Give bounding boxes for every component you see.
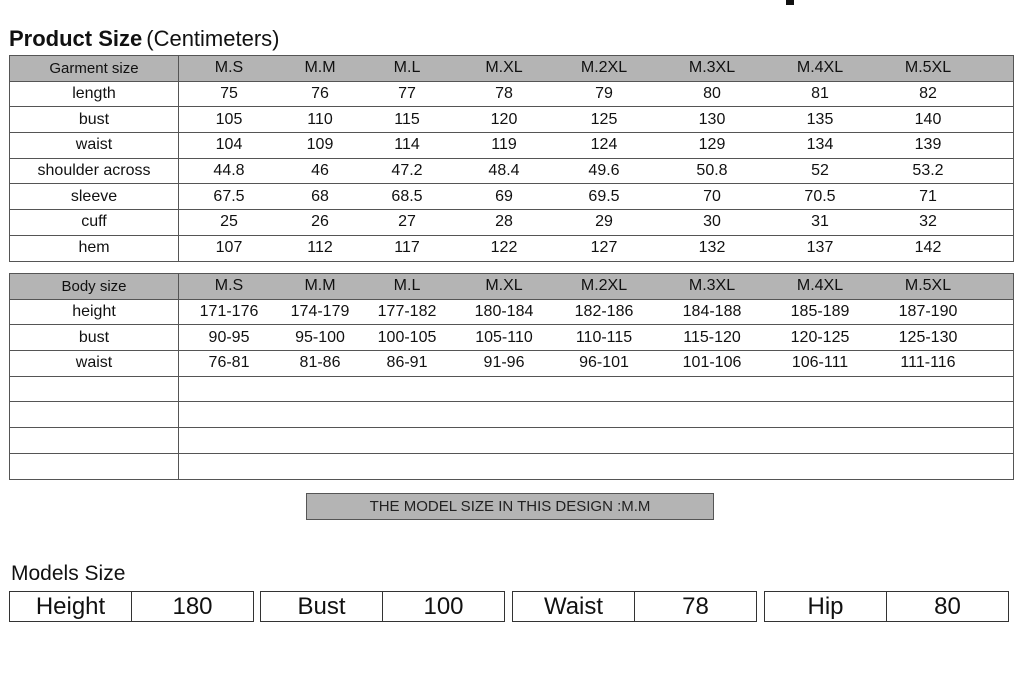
row-values <box>179 351 1014 377</box>
value-cell: 25 <box>220 213 238 231</box>
model-measure-box <box>512 591 757 622</box>
value-cell: 91-96 <box>483 354 525 372</box>
row-label: shoulder across <box>10 158 179 184</box>
value-cell: 26 <box>311 213 329 231</box>
size-header-cell: M.S <box>214 59 244 77</box>
value-cell: 86-91 <box>386 354 428 372</box>
table-row <box>10 402 1014 428</box>
size-header-cell: M.5XL <box>904 277 952 295</box>
row-label: hem <box>10 235 179 261</box>
measure-key: Bust <box>261 592 383 621</box>
value-cell: 185-189 <box>790 303 850 321</box>
value-cell: 122 <box>490 239 518 257</box>
row-values <box>179 56 1014 82</box>
garment-size-table <box>9 55 1014 262</box>
value-cell: 106-111 <box>791 354 849 372</box>
measure-value: 180 <box>172 592 213 620</box>
header-row <box>10 274 1014 300</box>
value-cell: 80 <box>703 85 721 103</box>
value-cell: 30 <box>703 213 721 231</box>
value-cell: 82 <box>919 85 937 103</box>
row-label: waist <box>10 351 179 377</box>
value-cell: 137 <box>806 239 834 257</box>
row-values <box>179 453 1014 479</box>
size-header-cell: M.5XL <box>904 59 952 77</box>
value-cell: 29 <box>595 213 613 231</box>
table-row <box>10 235 1014 261</box>
value-cell: 119 <box>491 136 517 154</box>
value-cell: 96-101 <box>579 354 629 372</box>
measure-key: Height <box>10 592 132 621</box>
row-label: cuff <box>10 210 179 236</box>
value-cell: 71 <box>919 187 937 205</box>
value-cell: 69.5 <box>588 187 620 205</box>
value-cell: 52 <box>811 162 829 180</box>
value-cell: 171-176 <box>199 303 259 321</box>
value-cell: 44.8 <box>213 162 245 180</box>
value-cell: 31 <box>811 213 829 231</box>
value-cell: 180-184 <box>474 303 534 321</box>
value-cell: 125-130 <box>898 328 958 346</box>
value-cell: 95-100 <box>295 328 345 346</box>
value-cell: 109 <box>306 136 334 154</box>
size-header-cell: M.M <box>304 59 336 77</box>
row-values <box>179 402 1014 428</box>
table-row <box>10 158 1014 184</box>
value-cell: 101-106 <box>682 354 742 372</box>
row-values <box>179 376 1014 402</box>
size-header-cell: M.L <box>393 277 421 295</box>
value-cell: 184-188 <box>682 303 742 321</box>
measure-key: Waist <box>513 592 635 621</box>
row-label <box>10 402 179 428</box>
table-row <box>10 376 1014 402</box>
value-cell: 187-190 <box>898 303 958 321</box>
value-cell: 129 <box>698 136 726 154</box>
model-size-banner: THE MODEL SIZE IN THIS DESIGN :M.M <box>306 493 714 520</box>
measure-value: 78 <box>682 592 709 620</box>
value-cell: 50.8 <box>696 162 728 180</box>
value-cell: 76-81 <box>208 354 250 372</box>
row-label <box>10 376 179 402</box>
row-label: Body size <box>10 274 179 300</box>
value-cell: 27 <box>398 213 416 231</box>
size-header-cell: M.XL <box>485 277 523 295</box>
title-unit: (Centimeters) <box>146 26 280 51</box>
row-values <box>179 235 1014 261</box>
value-cell: 107 <box>215 239 243 257</box>
size-header-cell: M.4XL <box>796 277 844 295</box>
table-row <box>10 351 1014 377</box>
row-values <box>179 325 1014 351</box>
value-cell: 135 <box>806 110 834 128</box>
value-cell: 32 <box>919 213 937 231</box>
size-header-cell: M.3XL <box>688 277 736 295</box>
value-cell: 115-120 <box>683 328 741 346</box>
value-cell: 70.5 <box>804 187 836 205</box>
value-cell: 104 <box>215 136 243 154</box>
value-cell: 79 <box>595 85 613 103</box>
row-values <box>179 184 1014 210</box>
value-cell: 110 <box>307 110 333 128</box>
table-row <box>10 299 1014 325</box>
value-cell: 90-95 <box>208 328 250 346</box>
row-values <box>179 299 1014 325</box>
row-label: height <box>10 299 179 325</box>
table-row <box>10 428 1014 454</box>
body-size-table <box>9 273 1014 480</box>
value-cell: 105 <box>215 110 243 128</box>
measure-key: Hip <box>765 592 887 621</box>
value-cell: 125 <box>590 110 618 128</box>
value-cell: 130 <box>698 110 726 128</box>
value-cell: 124 <box>590 136 618 154</box>
value-cell: 120-125 <box>790 328 850 346</box>
value-cell: 110-115 <box>575 328 633 346</box>
value-cell: 68.5 <box>391 187 423 205</box>
value-cell: 132 <box>698 239 726 257</box>
value-cell: 47.2 <box>391 162 423 180</box>
model-measure-box <box>9 591 254 622</box>
value-cell: 140 <box>914 110 942 128</box>
value-cell: 115 <box>394 110 420 128</box>
measure-value: 100 <box>423 592 464 620</box>
title-main: Product Size <box>9 26 143 51</box>
size-header-cell: M.S <box>214 277 244 295</box>
value-cell: 81 <box>811 85 829 103</box>
value-cell: 46 <box>311 162 329 180</box>
value-cell: 70 <box>703 187 721 205</box>
value-cell: 105-110 <box>475 328 533 346</box>
value-cell: 76 <box>311 85 329 103</box>
size-header-cell: M.L <box>393 59 421 77</box>
row-label: bust <box>10 325 179 351</box>
value-cell: 77 <box>398 85 416 103</box>
table-row <box>10 81 1014 107</box>
row-label: bust <box>10 107 179 133</box>
value-cell: 100-105 <box>377 328 437 346</box>
row-values <box>179 428 1014 454</box>
table-row <box>10 184 1014 210</box>
value-cell: 117 <box>394 239 420 257</box>
row-values <box>179 107 1014 133</box>
table-row <box>10 133 1014 159</box>
size-header-cell: M.4XL <box>796 59 844 77</box>
value-cell: 112 <box>307 239 333 257</box>
value-cell: 142 <box>914 239 942 257</box>
measure-value: 80 <box>934 592 961 620</box>
row-values <box>179 158 1014 184</box>
value-cell: 139 <box>914 136 942 154</box>
models-size-title: Models Size <box>11 562 126 585</box>
value-cell: 111-116 <box>900 354 956 372</box>
size-header-cell: M.2XL <box>580 277 628 295</box>
size-header-cell: M.M <box>304 277 336 295</box>
value-cell: 114 <box>394 136 420 154</box>
value-cell: 174-179 <box>290 303 350 321</box>
model-measure-box <box>764 591 1009 622</box>
row-label <box>10 428 179 454</box>
header-row <box>10 56 1014 82</box>
value-cell: 49.6 <box>588 162 620 180</box>
row-label <box>10 453 179 479</box>
row-values <box>179 274 1014 300</box>
value-cell: 68 <box>311 187 329 205</box>
row-values <box>179 210 1014 236</box>
value-cell: 177-182 <box>377 303 437 321</box>
value-cell: 182-186 <box>574 303 634 321</box>
page-title <box>9 26 280 52</box>
value-cell: 81-86 <box>299 354 341 372</box>
value-cell: 127 <box>590 239 618 257</box>
row-values <box>179 133 1014 159</box>
row-label: Garment size <box>10 56 179 82</box>
table-row <box>10 107 1014 133</box>
size-header-cell: M.2XL <box>580 59 628 77</box>
value-cell: 134 <box>806 136 834 154</box>
model-measure-box <box>260 591 505 622</box>
table-row <box>10 210 1014 236</box>
row-label: waist <box>10 133 179 159</box>
value-cell: 48.4 <box>488 162 520 180</box>
value-cell: 75 <box>220 85 238 103</box>
size-header-cell: M.3XL <box>688 59 736 77</box>
row-label: sleeve <box>10 184 179 210</box>
top-edge-mark <box>786 0 794 5</box>
value-cell: 78 <box>495 85 513 103</box>
value-cell: 28 <box>495 213 513 231</box>
value-cell: 67.5 <box>213 187 245 205</box>
value-cell: 53.2 <box>912 162 944 180</box>
size-header-cell: M.XL <box>485 59 523 77</box>
table-row <box>10 453 1014 479</box>
row-values <box>179 81 1014 107</box>
value-cell: 69 <box>495 187 513 205</box>
value-cell: 120 <box>490 110 518 128</box>
table-row <box>10 325 1014 351</box>
row-label: length <box>10 81 179 107</box>
